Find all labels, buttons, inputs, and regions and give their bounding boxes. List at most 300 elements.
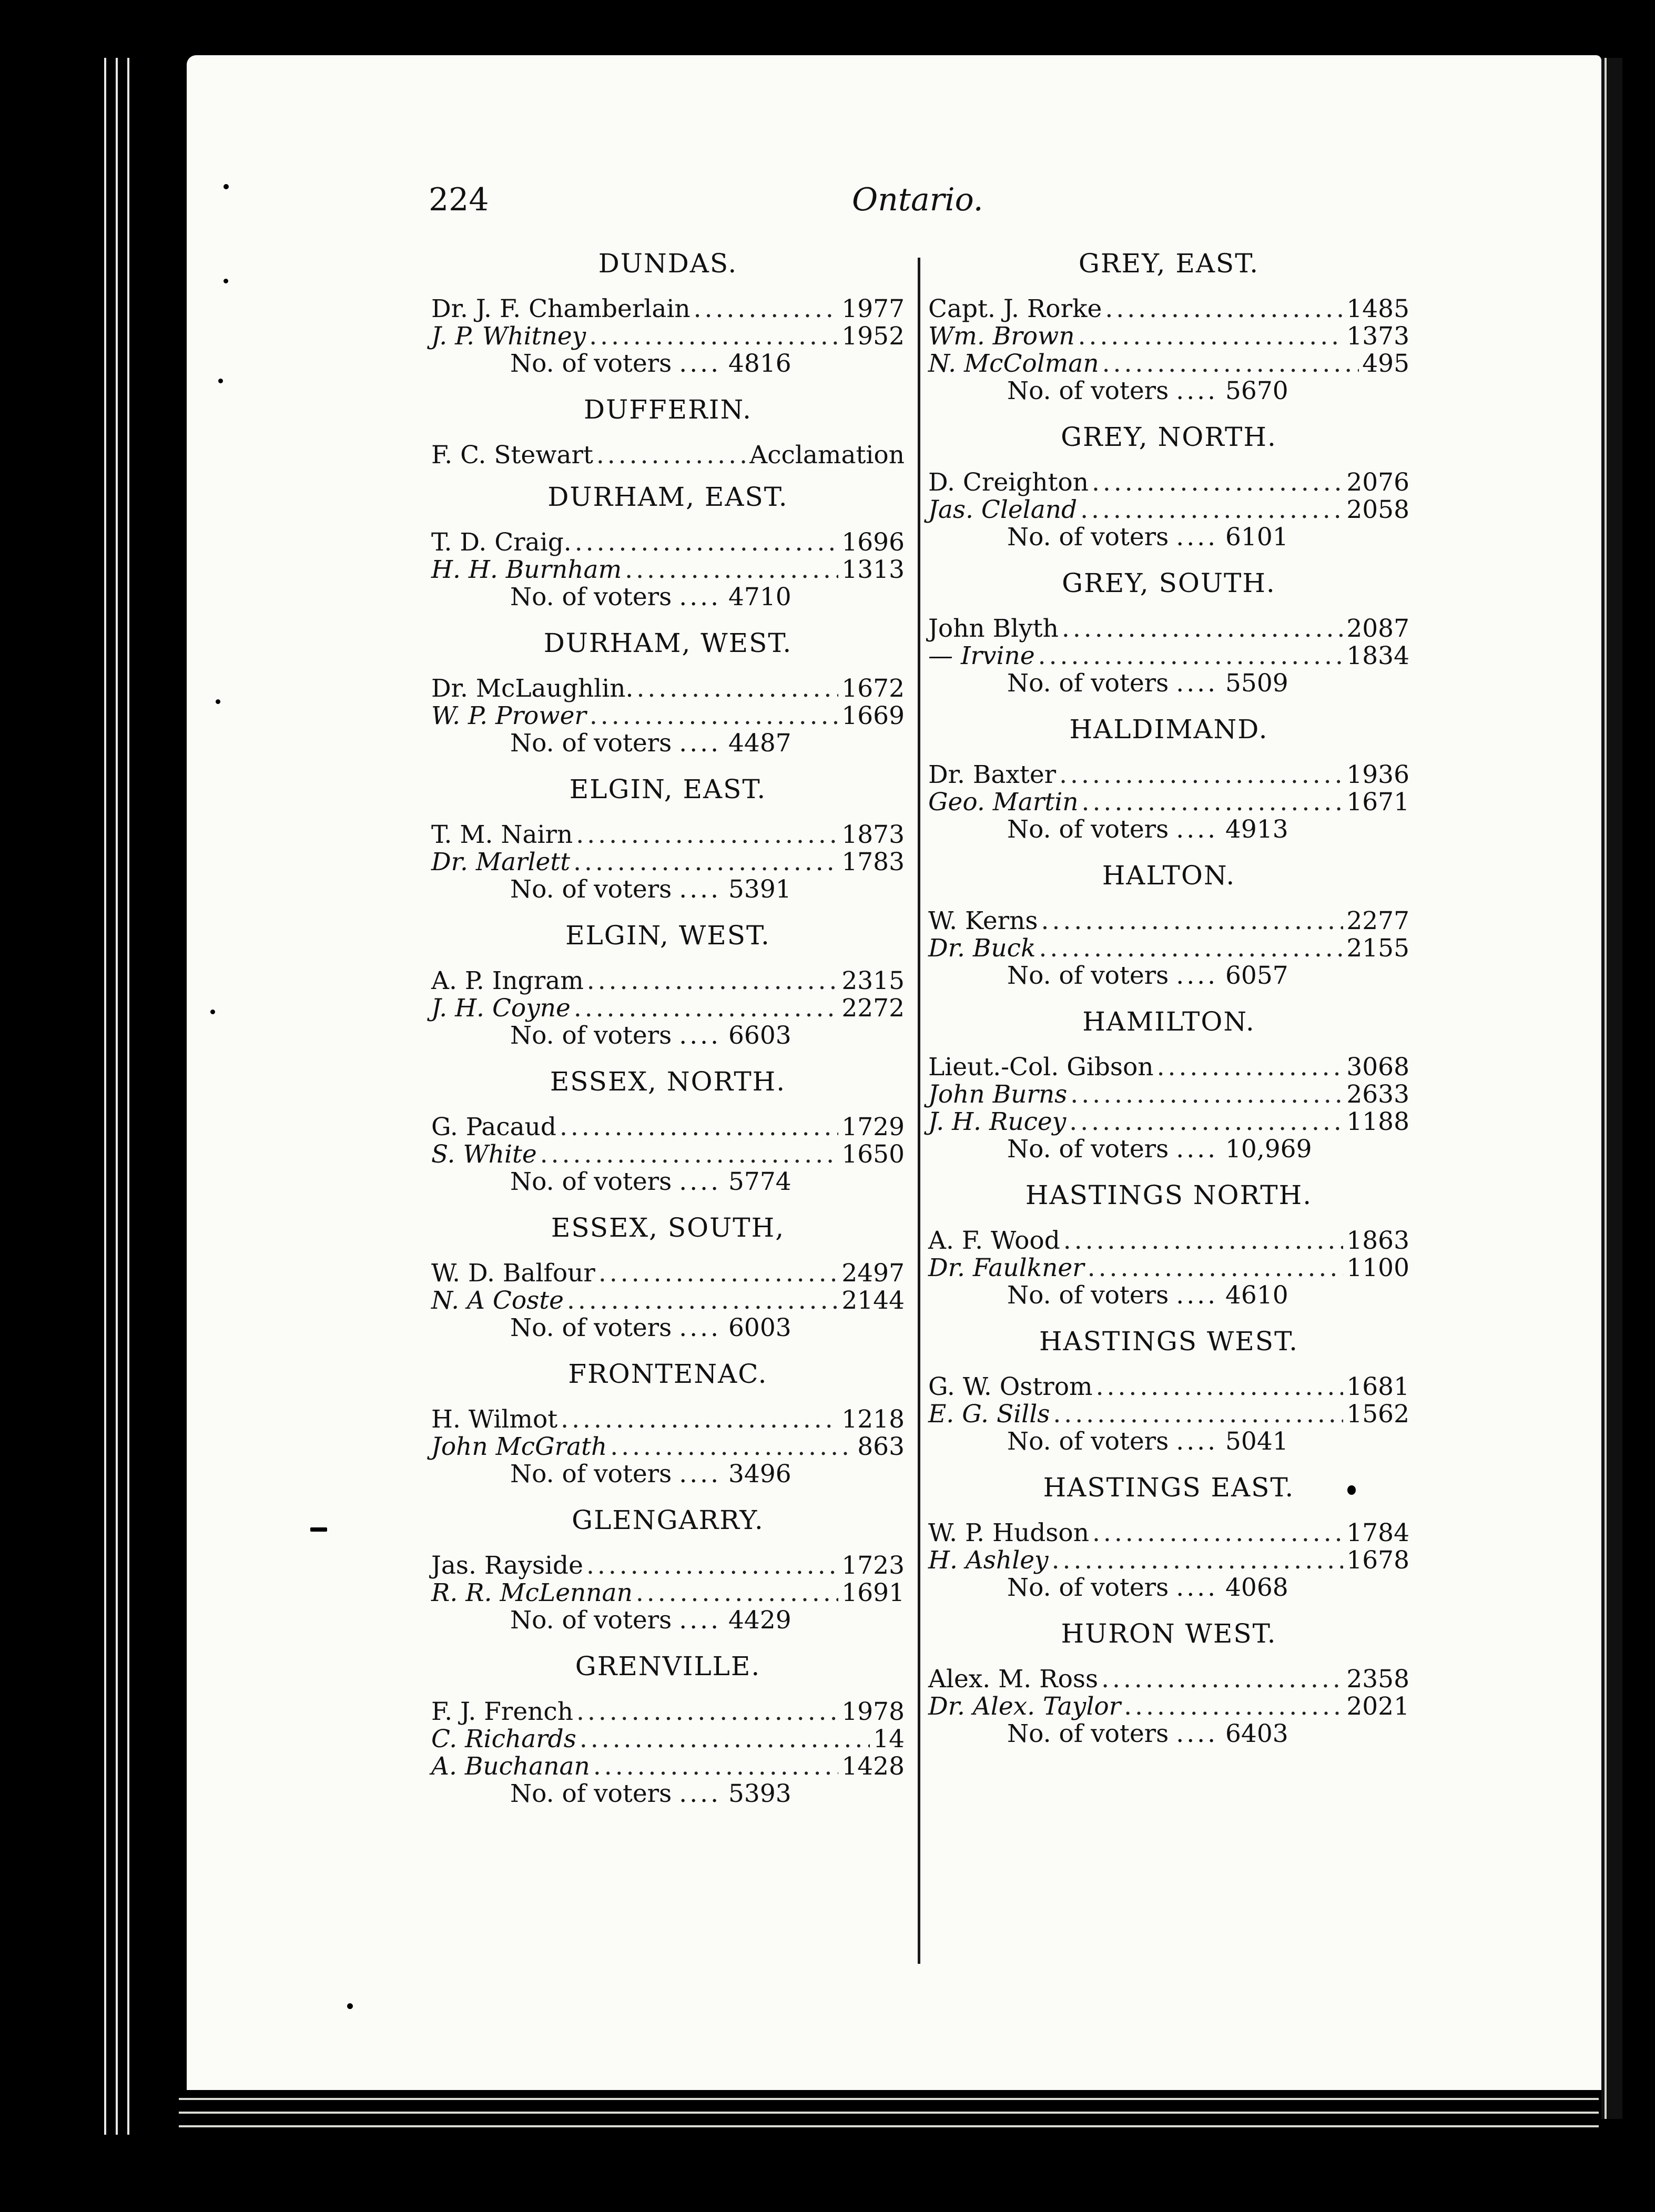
candidate-votes: 1485 [1346, 294, 1409, 323]
dot-leader [1082, 789, 1344, 816]
candidate-votes: 1977 [841, 294, 905, 323]
candidate-row [928, 1693, 1409, 1720]
candidate-row [928, 295, 1409, 323]
voters-count: 5774 [728, 1167, 791, 1196]
dot-leader [694, 295, 839, 323]
candidate-row [928, 323, 1409, 350]
voters-count: 5393 [728, 1779, 791, 1808]
running-title: Ontario. [852, 181, 983, 218]
candidate-row [431, 556, 905, 584]
candidate-row [928, 1373, 1409, 1401]
voters-total-row [431, 1607, 905, 1634]
candidate-name: T. M. Nairn [431, 820, 573, 849]
district-heading: HASTINGS WEST. [1039, 1326, 1298, 1357]
candidate-row [431, 821, 905, 849]
dot-leader [1059, 761, 1343, 789]
dot-leader [573, 849, 838, 876]
candidate-votes: 495 [1362, 349, 1409, 378]
voters-total-row [928, 1720, 1409, 1748]
voters-count: 6057 [1225, 961, 1288, 990]
candidate-name: D. Creighton [928, 468, 1089, 497]
dot-leader [580, 1726, 870, 1753]
candidate-row [431, 675, 905, 702]
candidate-row [431, 849, 905, 876]
candidate-name: A. Buchanan [431, 1752, 590, 1781]
dot-leader [1038, 643, 1344, 670]
candidate-votes: 1100 [1346, 1253, 1409, 1282]
book-edge-left [100, 58, 137, 2135]
voters-count: 4816 [728, 349, 791, 378]
district-block [431, 1358, 905, 1488]
voters-total-row [431, 1314, 905, 1342]
dot-leader [1052, 1547, 1344, 1574]
dot-leader [1124, 1693, 1343, 1720]
district-block [928, 1179, 1409, 1309]
voters-total-row [431, 584, 905, 611]
margin-speck [310, 1527, 327, 1532]
candidate-row [431, 1406, 905, 1433]
district-heading: GREY, EAST. [1078, 248, 1260, 279]
candidate-votes: 1672 [841, 674, 905, 703]
candidate-name: Dr. Marlett [431, 848, 571, 876]
candidate-votes: 1671 [1346, 788, 1409, 817]
candidate-name: H. H. Burnham [431, 555, 622, 584]
candidate-votes: 1696 [841, 528, 905, 557]
candidate-name: John McGrath [431, 1432, 607, 1461]
dot-leader [636, 675, 838, 702]
candidate-row [431, 1698, 905, 1726]
dot-leader: .... [1176, 523, 1219, 552]
margin-speck [216, 699, 220, 704]
candidate-row [928, 1054, 1409, 1081]
voters-label: No. of voters [1007, 669, 1169, 698]
candidate-votes: 2315 [841, 966, 905, 995]
dot-leader [1063, 1227, 1344, 1255]
voters-total-row [928, 1428, 1409, 1455]
voters-count: 6003 [728, 1313, 791, 1342]
district-block [928, 713, 1409, 843]
candidate-name: Alex. M. Ross [928, 1665, 1099, 1694]
dot-leader [590, 702, 839, 730]
candidate-votes: 1952 [841, 322, 905, 351]
district-block [431, 393, 905, 469]
voters-count: 4429 [728, 1606, 791, 1635]
candidate-name: John Blyth [928, 614, 1059, 643]
candidate-row [431, 1726, 905, 1753]
voters-total-row [431, 1022, 905, 1049]
candidate-name: John Burns [928, 1080, 1068, 1109]
candidate-name: Dr. Alex. Taylor [928, 1692, 1121, 1721]
dot-leader [1157, 1054, 1344, 1081]
candidate-row [928, 908, 1409, 935]
district-heading: ELGIN, EAST. [569, 774, 767, 804]
district-heading: DURHAM, EAST. [547, 482, 788, 512]
voters-label: No. of voters [1007, 1427, 1169, 1456]
voters-label: No. of voters [510, 349, 672, 378]
dot-leader [1053, 1401, 1343, 1428]
voters-count: 4913 [1225, 815, 1288, 844]
candidate-votes: 2358 [1346, 1665, 1409, 1694]
candidate-name: S. White [431, 1140, 537, 1169]
candidate-row [928, 761, 1409, 789]
candidate-votes: 1313 [841, 555, 905, 584]
voters-label: No. of voters [1007, 815, 1169, 844]
candidate-row [928, 1666, 1409, 1693]
candidate-row [431, 442, 905, 469]
candidate-votes: 2058 [1346, 495, 1409, 524]
district-heading: HASTINGS NORTH. [1025, 1180, 1313, 1210]
candidate-row [431, 1141, 905, 1168]
candidate-votes: 14 [873, 1725, 905, 1754]
candidate-row [431, 1260, 905, 1287]
candidate-votes: 1784 [1346, 1518, 1409, 1547]
dot-leader [540, 1141, 839, 1168]
district-heading: GREY, NORTH. [1061, 422, 1277, 452]
candidate-row [431, 702, 905, 730]
dot-leader: .... [679, 1779, 722, 1808]
voters-total-row [431, 1461, 905, 1488]
candidate-name: Wm. Brown [928, 322, 1075, 351]
page-number: 224 [429, 181, 489, 218]
candidate-votes: 1723 [841, 1551, 905, 1580]
dot-leader [560, 1114, 838, 1141]
voters-count: 6603 [728, 1021, 791, 1050]
candidate-row [928, 1227, 1409, 1255]
voters-total-row [928, 1136, 1409, 1163]
dot-leader: .... [679, 349, 722, 378]
candidate-name: G. Pacaud [431, 1113, 556, 1141]
dot-leader: .... [679, 1460, 722, 1489]
candidate-row [431, 1753, 905, 1780]
candidate-name: N. A Coste [431, 1286, 564, 1315]
dot-leader [586, 1552, 838, 1579]
candidate-row [431, 1114, 905, 1141]
dot-leader [610, 1433, 854, 1461]
candidate-name: Capt. J. Rorke [928, 294, 1102, 323]
dot-leader: .... [1176, 376, 1219, 405]
dot-leader [1062, 615, 1343, 643]
candidate-votes: 1669 [841, 701, 905, 730]
voters-label: No. of voters [510, 729, 672, 758]
left-column [431, 247, 905, 1823]
district-block [928, 567, 1409, 697]
voters-label: No. of voters [1007, 1573, 1169, 1602]
voters-label: No. of voters [510, 1460, 672, 1489]
dot-leader: .... [679, 1313, 722, 1342]
candidate-name: H. Ashley [928, 1546, 1049, 1575]
voters-label: No. of voters [510, 1021, 672, 1050]
voters-total-row [928, 816, 1409, 843]
dot-leader [576, 1698, 838, 1726]
candidate-votes: 863 [857, 1432, 905, 1461]
candidate-votes: 1428 [841, 1752, 905, 1781]
voters-count: 6101 [1225, 523, 1288, 552]
district-block [928, 1005, 1409, 1163]
candidate-name: Dr. J. F. Chamberlain [431, 294, 691, 323]
candidate-row [928, 1108, 1409, 1136]
district-block [431, 627, 905, 757]
candidate-votes: 1562 [1346, 1400, 1409, 1429]
candidate-row [928, 1081, 1409, 1108]
voters-total-row [928, 962, 1409, 990]
candidate-votes: 1783 [841, 848, 905, 876]
voters-count: 4610 [1225, 1281, 1288, 1310]
candidate-row [928, 615, 1409, 643]
candidate-name: Jas. Rayside [431, 1551, 583, 1580]
dot-leader: .... [1176, 961, 1219, 990]
candidate-name: H. Wilmot [431, 1405, 558, 1434]
voters-label: No. of voters [1007, 523, 1169, 552]
book-edge-right [1601, 58, 1622, 2119]
voters-count: 4487 [728, 729, 791, 758]
dot-leader [596, 442, 746, 469]
voters-total-row [431, 350, 905, 378]
candidate-votes: 1978 [841, 1697, 905, 1726]
district-block [431, 1211, 905, 1342]
candidate-votes: 2087 [1346, 614, 1409, 643]
voters-count: 5391 [728, 875, 791, 904]
candidate-row [928, 643, 1409, 670]
candidate-votes: 2155 [1346, 934, 1409, 963]
voters-label: No. of voters [510, 1779, 672, 1808]
candidate-votes: Acclamation [749, 441, 905, 470]
margin-speck [210, 1010, 215, 1014]
candidate-votes: 1863 [1346, 1226, 1409, 1255]
candidate-row [431, 1579, 905, 1607]
candidate-row [928, 469, 1409, 496]
candidate-name: F. C. Stewart [431, 441, 593, 470]
dot-leader [587, 967, 839, 995]
voters-count: 10,969 [1225, 1135, 1312, 1164]
voters-label: No. of voters [510, 1167, 672, 1196]
district-heading: GRENVILLE. [575, 1651, 761, 1681]
dot-leader [1092, 1520, 1343, 1547]
candidate-votes: 2272 [841, 994, 905, 1023]
dot-leader: .... [679, 1167, 722, 1196]
dot-leader: .... [1176, 815, 1219, 844]
dot-leader: .... [1176, 1573, 1219, 1602]
district-block [431, 1504, 905, 1634]
district-block [928, 859, 1409, 990]
candidate-row [928, 1547, 1409, 1574]
voters-label: No. of voters [1007, 1281, 1169, 1310]
candidate-row [928, 1520, 1409, 1547]
candidate-row [431, 967, 905, 995]
candidate-votes: 1681 [1346, 1372, 1409, 1401]
dot-leader: .... [1176, 1281, 1219, 1310]
candidate-votes: 2021 [1346, 1692, 1409, 1721]
margin-speck [218, 379, 223, 383]
district-heading: ESSEX, SOUTH, [551, 1212, 785, 1243]
voters-total-row [928, 378, 1409, 405]
voters-label: No. of voters [510, 583, 672, 611]
candidate-votes: 1834 [1346, 641, 1409, 670]
candidate-name: Jas. Cleland [928, 495, 1078, 524]
voters-label: No. of voters [510, 1606, 672, 1635]
candidate-row [431, 1433, 905, 1461]
dot-leader: .... [679, 1021, 722, 1050]
voters-count: 5670 [1225, 376, 1288, 405]
district-heading: GLENGARRY. [572, 1505, 764, 1535]
candidate-row [928, 789, 1409, 816]
dot-leader [575, 529, 839, 556]
voters-count: 4068 [1225, 1573, 1288, 1602]
candidate-votes: 2633 [1346, 1080, 1409, 1109]
voters-label: No. of voters [1007, 961, 1169, 990]
column-divider [918, 258, 920, 1964]
voters-total-row [928, 670, 1409, 697]
dot-leader [636, 1579, 839, 1607]
candidate-votes: 1188 [1346, 1107, 1409, 1136]
dot-leader: .... [679, 875, 722, 904]
dot-leader: .... [679, 1606, 722, 1635]
margin-speck [224, 184, 229, 189]
dot-leader [576, 821, 838, 849]
dot-leader [567, 1287, 838, 1314]
candidate-name: C. Richards [431, 1725, 576, 1754]
candidate-row [431, 995, 905, 1022]
candidate-votes: 1373 [1346, 322, 1409, 351]
candidate-name: J. H. Coyne [431, 994, 571, 1023]
dot-leader [1080, 496, 1343, 524]
voters-total-row [431, 1168, 905, 1196]
dot-leader [1039, 935, 1343, 962]
candidate-row [431, 1552, 905, 1579]
candidate-name: F. J. French [431, 1697, 573, 1726]
candidate-name: J. H. Rucey [928, 1107, 1067, 1136]
candidate-name: G. W. Ostrom [928, 1372, 1093, 1401]
candidate-row [928, 1401, 1409, 1428]
voters-label: No. of voters [510, 875, 672, 904]
dot-leader [1070, 1081, 1343, 1108]
dot-leader: .... [679, 729, 722, 758]
dot-leader [1105, 295, 1343, 323]
candidate-votes: 1873 [841, 820, 905, 849]
candidate-votes: 1936 [1346, 760, 1409, 789]
voters-count: 6403 [1225, 1719, 1288, 1748]
candidate-name: A. F. Wood [928, 1226, 1060, 1255]
candidate-name: Dr. McLaughlin. [431, 674, 634, 703]
dot-leader [1078, 323, 1344, 350]
candidate-name: A. P. Ingram [431, 966, 584, 995]
dot-leader [625, 556, 838, 584]
candidate-row [928, 1255, 1409, 1282]
dot-leader [561, 1406, 838, 1433]
candidate-votes: 1218 [841, 1405, 905, 1434]
dot-leader: .... [1176, 1135, 1219, 1164]
candidate-votes: 2076 [1346, 468, 1409, 497]
district-heading: HALTON. [1102, 860, 1236, 891]
candidate-votes: 1691 [841, 1578, 905, 1607]
district-block [431, 1650, 905, 1808]
margin-speck [347, 2003, 353, 2009]
voters-count: 5041 [1225, 1427, 1288, 1456]
candidate-name: W. P. Prower [431, 701, 586, 730]
voters-total-row [431, 730, 905, 757]
candidate-votes: 1729 [841, 1113, 905, 1141]
candidate-votes: 1678 [1346, 1546, 1409, 1575]
district-block [431, 773, 905, 903]
district-block [928, 1325, 1409, 1455]
dot-leader [1092, 469, 1343, 496]
dot-leader: .... [1176, 1427, 1219, 1456]
book-edge-bottom [179, 2093, 1599, 2129]
candidate-name: R. R. McLennan [431, 1578, 633, 1607]
candidate-name: Dr. Baxter [928, 760, 1057, 789]
voters-total-row [431, 1780, 905, 1808]
voters-label: No. of voters [1007, 1135, 1169, 1164]
candidate-row [431, 529, 905, 556]
district-block [431, 481, 905, 611]
district-block [928, 421, 1409, 551]
candidate-name: N. McColman [928, 349, 1099, 378]
candidate-name: Geo. Martin [928, 788, 1079, 817]
voters-total-row [431, 876, 905, 903]
district-heading: HAMILTON. [1082, 1006, 1255, 1037]
voters-label: No. of voters [1007, 376, 1169, 405]
candidate-row [928, 935, 1409, 962]
voters-label: No. of voters [1007, 1719, 1169, 1748]
district-heading: DUNDAS. [598, 248, 738, 279]
voters-total-row [928, 1282, 1409, 1309]
candidate-name: J. P. Whitney [431, 322, 586, 351]
district-heading: DUFFERIN. [584, 394, 752, 425]
dot-leader [1041, 908, 1344, 935]
district-heading: HASTINGS EAST. [1043, 1472, 1295, 1503]
dot-leader: .... [1176, 1719, 1219, 1748]
candidate-name: Dr. Faulkner [928, 1253, 1084, 1282]
district-heading: ESSEX, NORTH. [550, 1066, 786, 1097]
candidate-votes: 2277 [1346, 906, 1409, 935]
voters-count: 3496 [728, 1460, 791, 1489]
candidate-row [431, 323, 905, 350]
district-block [928, 1471, 1409, 1602]
candidate-votes: 2144 [841, 1286, 905, 1315]
dot-leader [1101, 1666, 1343, 1693]
voters-total-row [928, 1574, 1409, 1602]
voters-label: No. of voters [510, 1313, 672, 1342]
voters-count: 5509 [1225, 669, 1288, 698]
district-heading: HURON WEST. [1061, 1618, 1277, 1649]
candidate-name: Lieut.-Col. Gibson [928, 1053, 1154, 1082]
dot-leader: .... [679, 583, 722, 611]
dot-leader [1088, 1255, 1344, 1282]
candidate-name: — Irvine [928, 641, 1035, 670]
candidate-votes: 2497 [841, 1259, 905, 1288]
dot-leader: .... [1176, 669, 1219, 698]
candidate-name: W. P. Hudson [928, 1518, 1089, 1547]
dot-leader [1069, 1108, 1343, 1136]
district-block [928, 247, 1409, 405]
candidate-name: E. G. Sills [928, 1400, 1050, 1429]
right-column [928, 247, 1409, 1764]
district-block [431, 247, 905, 378]
dot-leader [589, 323, 838, 350]
candidate-row [928, 496, 1409, 524]
candidate-name: W. Kerns [928, 906, 1038, 935]
district-heading: HALDIMAND. [1069, 714, 1268, 745]
district-heading: GREY, SOUTH. [1062, 568, 1276, 598]
candidate-votes: 1650 [841, 1140, 905, 1169]
dot-leader [1102, 350, 1359, 378]
district-heading: FRONTENAC. [568, 1359, 768, 1389]
candidate-row [431, 295, 905, 323]
dot-leader [593, 1753, 839, 1780]
margin-speck [224, 279, 228, 283]
district-block [928, 1617, 1409, 1748]
dot-leader [598, 1260, 838, 1287]
candidate-name: Dr. Buck [928, 934, 1036, 963]
